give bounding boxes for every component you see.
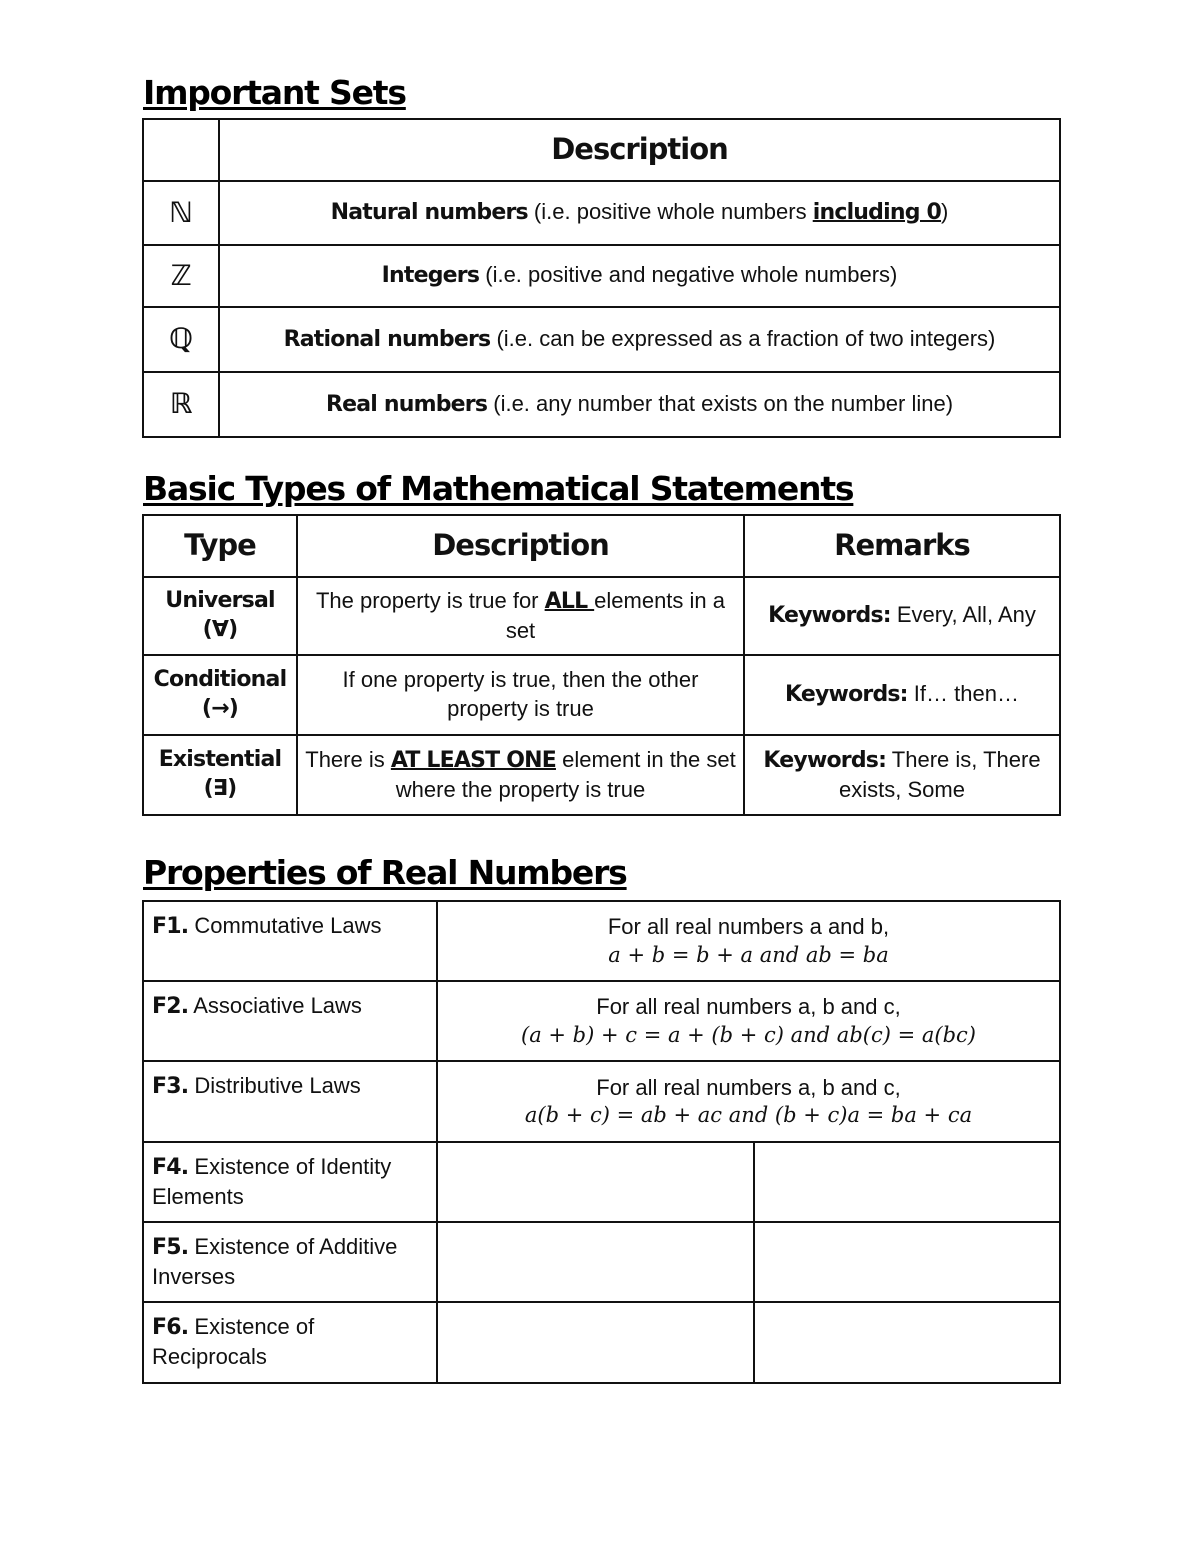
type-name: Universal: [165, 588, 275, 614]
important-sets-heading: Important Sets: [143, 73, 406, 112]
f6-blank-cell-2: [754, 1302, 1060, 1382]
keywords-text: There is, There exists, Some: [839, 746, 1041, 802]
property-row-f4: [143, 1142, 1060, 1222]
f1-rule: [437, 901, 1060, 981]
term: Natural numbers: [330, 200, 528, 226]
keywords-label: Keywords:: [768, 603, 891, 629]
keywords-label: Keywords:: [785, 682, 908, 708]
conditional-description: If one property is true, then the other property is true: [297, 655, 744, 735]
term: Integers: [381, 263, 480, 289]
properties-table: [142, 900, 1061, 1384]
f3-label: [143, 1061, 437, 1142]
f5-label: [143, 1222, 437, 1302]
desc-text: (i.e. positive whole numbers: [527, 199, 813, 225]
f4-blank-cell-2: [754, 1142, 1060, 1222]
desc-text: There is: [305, 746, 391, 772]
statement-row-existential: [143, 735, 1060, 815]
property-code: F6.: [152, 1315, 189, 1341]
property-code: F1.: [152, 914, 189, 939]
natural-numbers-description: [219, 181, 1060, 245]
conditional-type: [143, 655, 297, 735]
type-symbol: (→): [201, 696, 239, 721]
desc-text: (i.e. any number that exists on the number line): [487, 390, 954, 416]
set-row-rational: [143, 307, 1060, 372]
description-header: Description: [219, 119, 1060, 181]
statement-row-conditional: [143, 655, 1060, 735]
type-symbol: (∀): [202, 617, 238, 642]
property-row-f3: [143, 1061, 1060, 1142]
statements-heading: Basic Types of Mathematical Statements: [143, 469, 854, 508]
property-name: Commutative Laws: [188, 913, 382, 938]
real-numbers-description: [219, 372, 1060, 437]
f5-blank-cell-2: [754, 1222, 1060, 1302]
real-numbers-symbol: ℝ: [143, 372, 219, 437]
keywords-text: If… then…: [907, 681, 1019, 707]
desc-text: The property is true for: [315, 587, 545, 613]
f3-rule: [437, 1061, 1060, 1142]
desc-text: (i.e. positive and negative whole numbers): [479, 262, 898, 288]
description-header: Description: [297, 515, 744, 577]
keywords-label: Keywords:: [763, 747, 887, 773]
property-code: F4.: [152, 1155, 189, 1180]
universal-type: [143, 577, 297, 655]
empty-header-cell: [143, 119, 219, 181]
rule-equation: (a + b) + c = a + (b + c) and ab(c) = a(bc): [521, 1022, 976, 1047]
property-name: Existence of Identity Elements: [152, 1154, 392, 1209]
conditional-remarks: [744, 655, 1060, 735]
rational-numbers-symbol: ℚ: [143, 307, 219, 372]
table-header-row: [143, 119, 1060, 181]
statement-row-universal: [143, 577, 1060, 655]
f2-rule: [437, 981, 1060, 1061]
type-header: Type: [143, 515, 297, 577]
f6-blank-cell-1: [437, 1302, 754, 1382]
existential-remarks: [744, 735, 1060, 815]
rule-quantifier: For all real numbers a and b,: [607, 914, 890, 940]
f4-blank-cell-1: [437, 1142, 754, 1222]
properties-heading: Properties of Real Numbers: [143, 853, 627, 892]
f1-label: [143, 901, 437, 981]
universal-remarks: [744, 577, 1060, 655]
integers-symbol: ℤ: [143, 245, 219, 307]
term: Rational numbers: [283, 326, 491, 352]
rule-equation: a(b + c) = ab + ac and (b + c)a = ba + ca: [524, 1103, 973, 1128]
f5-blank-cell-1: [437, 1222, 754, 1302]
desc-text-end: elements in a set: [505, 587, 726, 643]
statements-table: [142, 514, 1061, 816]
property-row-f1: [143, 901, 1060, 981]
f6-label: [143, 1302, 437, 1382]
type-name: Conditional: [153, 667, 287, 693]
property-name: Associative Laws: [188, 993, 362, 1018]
existential-type: [143, 735, 297, 815]
natural-numbers-symbol: ℕ: [143, 181, 219, 245]
f4-label: [143, 1142, 437, 1222]
property-code: F3.: [152, 1074, 189, 1099]
keywords-text: Every, All, Any: [890, 602, 1036, 628]
type-name: Existential: [158, 747, 282, 773]
desc-text-end: element in the set where the property is true: [395, 746, 736, 802]
property-row-f2: [143, 981, 1060, 1061]
rule-quantifier: For all real numbers a, b and c,: [596, 994, 901, 1020]
existential-description: [297, 735, 744, 815]
emphasis: including 0: [812, 200, 942, 226]
f2-label: [143, 981, 437, 1061]
set-row-natural: [143, 181, 1060, 245]
emphasis: ALL: [544, 588, 595, 614]
integers-description: [219, 245, 1060, 307]
table-header-row: [143, 515, 1060, 577]
rule-quantifier: For all real numbers a, b and c,: [596, 1074, 901, 1100]
desc-text-end: ): [941, 199, 949, 225]
property-code: F2.: [152, 994, 189, 1019]
type-symbol: (∃): [203, 776, 237, 801]
important-sets-table: [142, 118, 1061, 438]
rational-numbers-description: [219, 307, 1060, 372]
property-row-f6: [143, 1302, 1060, 1382]
set-row-integers: [143, 245, 1060, 307]
universal-description: [297, 577, 744, 655]
desc-text: (i.e. can be expressed as a fraction of two integers): [490, 325, 996, 351]
property-name: Distributive Laws: [188, 1073, 361, 1098]
emphasis: AT LEAST ONE: [390, 747, 556, 773]
set-row-real: [143, 372, 1060, 437]
property-name: Existence of Reciprocals: [152, 1314, 315, 1369]
property-code: F5.: [152, 1235, 189, 1261]
term: Real numbers: [325, 391, 488, 417]
property-name: Existence of Additive Inverses: [152, 1234, 398, 1289]
rule-equation: a + b = b + a and ab = ba: [608, 942, 889, 967]
property-row-f5: [143, 1222, 1060, 1302]
remarks-header: Remarks: [744, 515, 1060, 577]
